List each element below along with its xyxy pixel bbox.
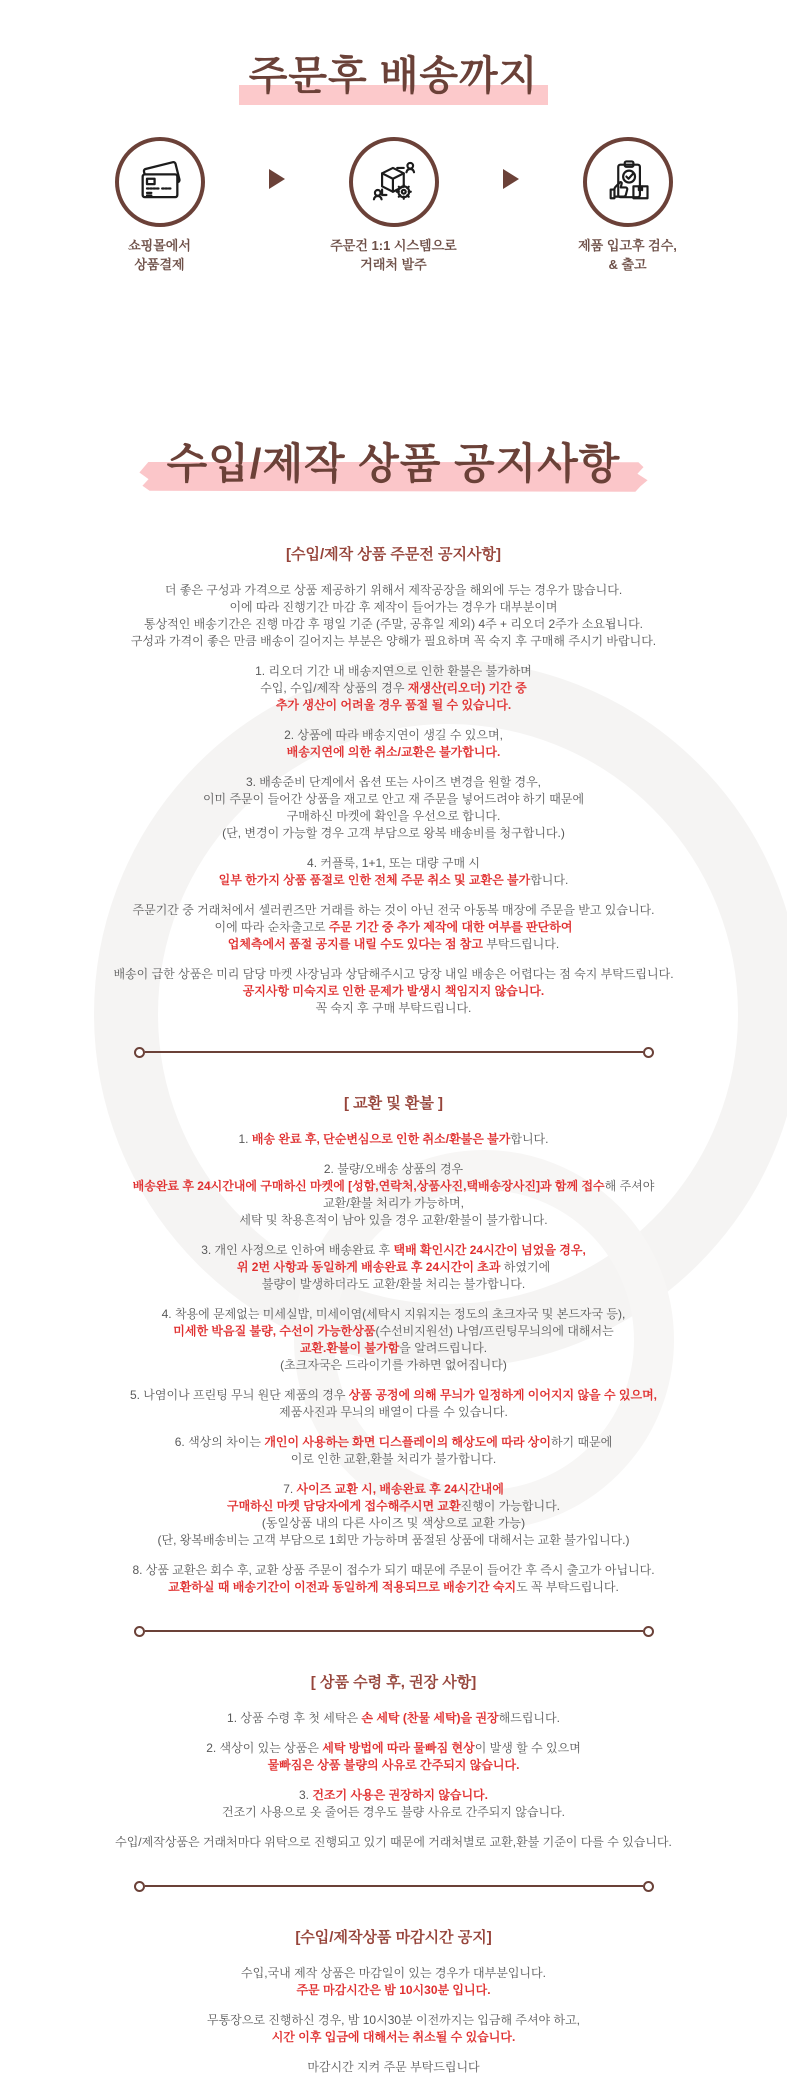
notice-line — [64, 774, 724, 791]
divider-ring-icon — [134, 1047, 145, 1058]
body-text: 3. 개인 사정으로 인하여 배송완료 후 — [201, 1243, 393, 1257]
body-text: (동일상품 내의 다른 사이즈 및 색상으로 교환 가능) — [262, 1516, 525, 1530]
body-text: 합니다. — [510, 1132, 548, 1146]
body-text: (단, 왕복배송비는 고객 부담으로 1회만 가능하며 품절된 상품에 대해서는 교환 불가입니다.) — [158, 1533, 630, 1547]
notice-line — [64, 616, 724, 633]
notice-line — [64, 1178, 724, 1195]
body-text: 2. 불량/오배송 상품의 경우 — [324, 1162, 463, 1176]
emphasis-text: 주문 마감시간은 밤 10시30분 입니다. — [296, 1983, 490, 1997]
body-text: 을 알려드립니다. — [399, 1341, 487, 1355]
step-label — [553, 237, 703, 275]
notice-title-block — [167, 431, 621, 491]
divider-ring-icon — [643, 1881, 654, 1892]
process-step-order-system — [319, 137, 469, 275]
step-label-line2: & 출고 — [553, 256, 703, 275]
body-text: 더 좋은 구성과 가격으로 상품 제공하기 위해서 제작공장을 해외에 두는 경우가 많습니다. — [165, 583, 622, 597]
notice-line — [64, 1787, 724, 1804]
notice-line — [64, 902, 724, 919]
body-text: 건조기 사용으로 옷 줄어든 경우도 불량 사유로 간주되지 않습니다. — [222, 1805, 565, 1819]
notice-block — [64, 1710, 724, 1727]
notice-line — [64, 1515, 724, 1532]
body-text: 4. 착용에 문제없는 미세실밥, 미세이염(세탁시 지워지는 정도의 초크자국 및 본드자국 등), — [162, 1307, 626, 1321]
body-text: 이에 따라 순차출고로 — [215, 920, 329, 934]
notice-block — [64, 774, 724, 842]
notice-block — [64, 1965, 724, 1999]
notice-block — [64, 727, 724, 761]
notice-line — [64, 872, 724, 889]
notice-block — [64, 663, 724, 714]
section-header: [수입/제작 상품 주문전 공지사항] — [64, 543, 724, 564]
body-text: (단, 변경이 가능할 경우 고객 부담으로 왕복 배송비를 청구합니다.) — [222, 826, 565, 840]
notice-line — [64, 1259, 724, 1276]
body-text: 마감시간 지켜 주문 부탁드립니다 — [307, 2060, 479, 2074]
section-header: [ 교환 및 환불 ] — [64, 1092, 724, 1113]
body-text: (초크자국은 드라이기를 가하면 없어집니다) — [280, 1358, 507, 1372]
page-title: 주문후 배송까지 — [249, 54, 539, 98]
emphasis-text: 배송 완료 후, 단순변심으로 인한 취소/환불은 불가 — [252, 1132, 511, 1146]
body-text: 부탁드립니다. — [483, 937, 559, 951]
arrow-right-icon — [269, 169, 285, 189]
divider-rule — [145, 1051, 643, 1053]
notice-section — [64, 1926, 724, 2076]
step-label — [85, 237, 235, 275]
section-divider — [134, 1626, 654, 1637]
notice-section — [64, 1671, 724, 1851]
notice-block — [64, 2012, 724, 2046]
body-text: 수입,국내 제작 상품은 마감일이 있는 경우가 대부분입니다. — [241, 1966, 546, 1980]
notice-line — [64, 1357, 724, 1374]
emphasis-text: 교환.환불이 불가함 — [300, 1341, 399, 1355]
divider-ring-icon — [134, 1881, 145, 1892]
notice-line — [64, 582, 724, 599]
body-text: 구매하신 마켓에 확인을 우선으로 합니다. — [287, 809, 501, 823]
notice-line — [64, 663, 724, 680]
emphasis-text: 사이즈 교환 시, 배송완료 후 24시간내에 — [297, 1482, 504, 1496]
section-divider — [134, 1881, 654, 1892]
body-text: (수선비지원선) 나염/프린팅무늬의에 대해서는 — [375, 1324, 613, 1338]
divider-ring-icon — [643, 1047, 654, 1058]
receiving-inspection-icon — [602, 156, 654, 208]
notice-section — [64, 543, 724, 1017]
step-label-line1: 쇼핑몰에서 — [85, 237, 235, 256]
notice-line — [64, 727, 724, 744]
body-text: 제품사진과 무늬의 배열이 다를 수 있습니다. — [279, 1405, 508, 1419]
notice-line — [64, 1740, 724, 1757]
notice-line — [64, 1387, 724, 1404]
notice-line — [64, 1834, 724, 1851]
credit-card-icon — [134, 156, 186, 208]
notice-block — [64, 1306, 724, 1374]
notice-line — [64, 599, 724, 616]
notice-line — [64, 808, 724, 825]
body-text: 통상적인 배송기간은 진행 마감 후 평일 기준 (주말, 공휴일 제외) 4주 + 리오더 2주가 소요됩니다. — [144, 617, 643, 631]
process-title-block — [249, 44, 539, 101]
notice-block — [64, 1387, 724, 1421]
emphasis-text: 위 2번 사항과 동일하게 배송완료 후 24시간이 초과 — [237, 1260, 501, 1274]
notice-line — [64, 1434, 724, 1451]
body-text: 이 발생 할 수 있으며 — [475, 1741, 581, 1755]
notice-line — [64, 1710, 724, 1727]
notice-line — [64, 1451, 724, 1468]
emphasis-text: 교환하실 때 배송기간이 이전과 동일하게 적용되므로 배송기간 숙지 — [168, 1580, 516, 1594]
body-text: 이에 따라 진행기간 마감 후 제작이 들어가는 경우가 대부분이며 — [229, 600, 557, 614]
body-text: 3. 배송준비 단계에서 옵션 또는 사이즈 변경을 원할 경우, — [246, 775, 541, 789]
notice-block — [64, 1787, 724, 1821]
emphasis-text: 시간 이후 입금에 대해서는 취소될 수 있습니다. — [272, 2030, 516, 2044]
step-circle — [115, 137, 205, 227]
notice-line — [64, 680, 724, 697]
notice-line — [64, 1579, 724, 1596]
notice-block — [64, 2059, 724, 2076]
emphasis-text: 재생산(리오더) 기간 중 — [408, 681, 527, 695]
body-text: 해 주셔야 — [605, 1179, 655, 1193]
notice-line — [64, 919, 724, 936]
body-text: 4. 커플룩, 1+1, 또는 대량 구매 시 — [307, 856, 480, 870]
body-text: 1. — [239, 1132, 252, 1146]
notice-block — [64, 582, 724, 650]
notice-sections — [44, 543, 744, 2076]
section-header: [ 상품 수령 후, 권장 사항] — [64, 1671, 724, 1692]
emphasis-text: 일부 한가지 상품 품절로 인한 전체 주문 취소 및 교환은 불가 — [219, 873, 531, 887]
body-text: 이미 주문이 들어간 상품을 재고로 안고 재 주문을 넣어드려야 하기 때문에 — [203, 792, 584, 806]
body-text: 배송이 급한 상품은 미리 담당 마켓 사장님과 상담해주시고 당장 내일 배송은 어렵다는 점 숙지 부탁드립니다. — [113, 967, 673, 981]
process-step-payment — [85, 137, 235, 275]
emphasis-text: 공지사항 미숙지로 인한 문제가 발생시 책임지지 않습니다. — [243, 984, 545, 998]
body-text: 8. 상품 교환은 회수 후, 교환 상품 주문이 접수가 되기 때문에 주문이 들어간 후 즉시 출고가 아닙니다. — [132, 1563, 654, 1577]
notice-line — [64, 855, 724, 872]
notice-line — [64, 1498, 724, 1515]
notice-line — [64, 825, 724, 842]
notice-block — [64, 1740, 724, 1774]
emphasis-text: 건조기 사용은 권장하지 않습니다. — [312, 1788, 488, 1802]
notice-block — [64, 902, 724, 953]
notice-section — [64, 1092, 724, 1596]
body-text: 수입/제작상품은 거래처마다 위탁으로 진행되고 있기 때문에 거래처별로 교환,환불 기준이 다를 수 있습니다. — [115, 1835, 672, 1849]
emphasis-text: 물빠짐은 상품 불량의 사유로 간주되지 않습니다. — [268, 1758, 520, 1772]
step-label — [319, 237, 469, 275]
body-text: 수입, 수입/제작 상품의 경우 — [260, 681, 408, 695]
body-text: 진행이 가능합니다. — [461, 1499, 560, 1513]
body-text: 2. 상품에 따라 배송지연이 생길 수 있으며, — [284, 728, 503, 742]
body-text: 세탁 및 착용흔적이 남아 있을 경우 교환/환불이 불가합니다. — [239, 1213, 547, 1227]
notice-line — [64, 1532, 724, 1549]
emphasis-text: 구매하신 마켓 담당자에게 접수해주시면 교환 — [227, 1499, 461, 1513]
notice-line — [64, 1212, 724, 1229]
notice-block — [64, 1131, 724, 1148]
notice-line — [64, 983, 724, 1000]
body-text: 합니다. — [530, 873, 568, 887]
notice-line — [64, 1757, 724, 1774]
process-steps — [44, 137, 744, 275]
notice-block — [64, 1242, 724, 1293]
emphasis-text: 주문 기간 중 추가 제작에 대한 여부를 판단하여 — [329, 920, 573, 934]
body-text: 1. 상품 수령 후 첫 세탁은 — [227, 1711, 361, 1725]
body-text: 6. 색상의 차이는 — [175, 1435, 265, 1449]
body-text: 불량이 발생하더라도 교환/환불 처리는 불가합니다. — [262, 1277, 525, 1291]
notice-line — [64, 966, 724, 983]
notice-line — [64, 936, 724, 953]
emphasis-text: 추가 생산이 어려울 경우 품절 될 수 있습니다. — [276, 698, 511, 712]
notice-line — [64, 1242, 724, 1259]
notice-line — [64, 697, 724, 714]
body-text: 하기 때문에 — [551, 1435, 612, 1449]
notice-block — [64, 1562, 724, 1596]
process-step-inspection — [553, 137, 703, 275]
notice-line — [64, 744, 724, 761]
notice-title: 수입/제작 상품 공지사항 — [167, 440, 621, 487]
body-text: 꼭 숙지 후 구매 부탁드립니다. — [316, 1001, 472, 1015]
divider-ring-icon — [643, 1626, 654, 1637]
notice-line — [64, 791, 724, 808]
emphasis-text: 배송지연에 의한 취소/교환은 불가합니다. — [287, 745, 501, 759]
step-label-line1: 제품 입고후 검수, — [553, 237, 703, 256]
emphasis-text: 세탁 방법에 따라 물빠짐 현상 — [322, 1741, 474, 1755]
emphasis-text: 손 세탁 (찬물 세탁)을 권장 — [361, 1711, 498, 1725]
notice-line — [64, 1481, 724, 1498]
notice-line — [64, 1323, 724, 1340]
notice-line — [64, 1131, 724, 1148]
notice-line — [64, 1276, 724, 1293]
notice-block — [64, 966, 724, 1017]
notice-line — [64, 1804, 724, 1821]
body-text: 도 꼭 부탁드립니다. — [516, 1580, 619, 1594]
notice-line — [64, 1306, 724, 1323]
notice-line — [64, 1340, 724, 1357]
notice-block — [64, 855, 724, 889]
emphasis-text: 택배 확인시간 24시간이 넘었을 경우, — [394, 1243, 586, 1257]
notice-block — [64, 1161, 724, 1229]
body-text: 이로 인한 교환,환불 처리가 불가합니다. — [291, 1452, 496, 1466]
body-text: 교환/환불 처리가 가능하며, — [323, 1196, 464, 1210]
notice-line — [64, 2059, 724, 2076]
notice-line — [64, 633, 724, 650]
body-text: 무통장으로 진행하신 경우, 밤 10시30분 이전까지는 입금해 주셔야 하고, — [207, 2013, 580, 2027]
notice-block — [64, 1434, 724, 1468]
body-text: 7. — [283, 1482, 296, 1496]
divider-rule — [145, 1630, 643, 1632]
section-divider — [134, 1047, 654, 1058]
step-label-line2: 거래처 발주 — [319, 256, 469, 275]
notice-line — [64, 2012, 724, 2029]
body-text: 2. 색상이 있는 상품은 — [206, 1741, 322, 1755]
notice-block — [64, 1481, 724, 1549]
body-text: 1. 리오더 기간 내 배송지연으로 인한 환불은 불가하며 — [255, 664, 532, 678]
emphasis-text: 상품 공정에 의해 무늬가 일정하게 이어지지 않을 수 있으며, — [349, 1388, 657, 1402]
section-header: [수입/제작상품 마감시간 공지] — [64, 1926, 724, 1947]
order-system-icon — [368, 156, 420, 208]
notice-line — [64, 2029, 724, 2046]
notice-line — [64, 1982, 724, 1999]
body-text: 하였기에 — [500, 1260, 550, 1274]
emphasis-text: 배송완료 후 24시간내에 구매하신 마켓에 [성함,연락처,상품사진,택배송장사진]과 함께 접수 — [133, 1179, 605, 1193]
step-circle — [349, 137, 439, 227]
step-label-line1: 주문건 1:1 시스템으로 — [319, 237, 469, 256]
body-text: 5. 나염이나 프린팅 무늬 원단 제품의 경우 — [130, 1388, 349, 1402]
body-text: 3. — [299, 1788, 312, 1802]
emphasis-text: 업체측에서 품절 공지를 내릴 수도 있다는 점 참고 — [228, 937, 483, 951]
notice-line — [64, 1562, 724, 1579]
body-text: 주문기간 중 거래처에서 셀러퀸즈만 거래를 하는 것이 아닌 전국 아동복 매장에 주문을 받고 있습니다. — [133, 903, 655, 917]
emphasis-text: 미세한 박음질 불량, 수선이 가능한상품 — [173, 1324, 375, 1338]
notice-block — [64, 1834, 724, 1851]
arrow-right-icon — [503, 169, 519, 189]
divider-ring-icon — [134, 1626, 145, 1637]
notice-line — [64, 1161, 724, 1178]
step-circle — [583, 137, 673, 227]
notice-line — [64, 1195, 724, 1212]
emphasis-text: 개인이 사용하는 화면 디스플레이의 해상도에 따라 상이 — [264, 1435, 551, 1449]
body-text: 해드립니다. — [499, 1711, 560, 1725]
notice-line — [64, 1404, 724, 1421]
notice-line — [64, 1965, 724, 1982]
divider-rule — [145, 1885, 643, 1887]
notice-page — [44, 0, 744, 2030]
body-text: 구성과 가격이 좋은 만큼 배송이 길어지는 부분은 양해가 필요하며 꼭 숙지 후 구매해 주시기 바랍니다. — [131, 634, 656, 648]
notice-line — [64, 1000, 724, 1017]
step-label-line2: 상품결제 — [85, 256, 235, 275]
